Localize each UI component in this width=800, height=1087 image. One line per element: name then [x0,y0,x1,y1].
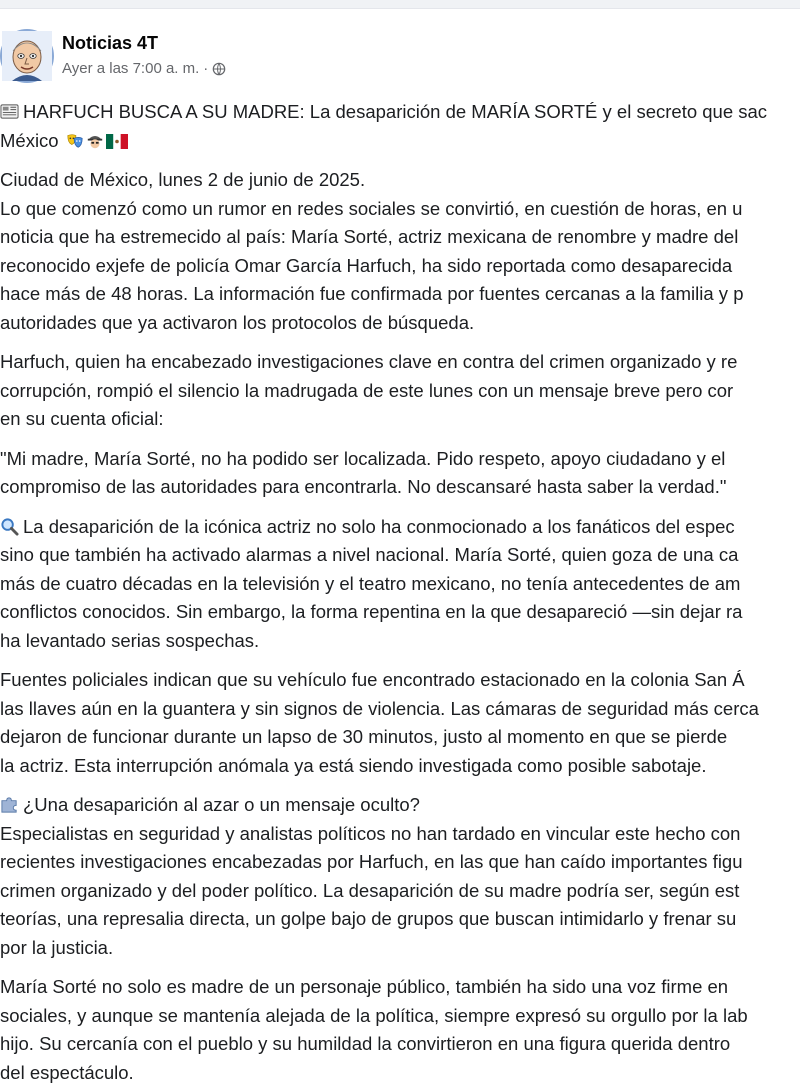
paragraph-5 [0,666,800,780]
paragraph-line: noticia que ha estremecido al país: María Sorté, actriz mexicana de renombre y madre del [0,223,800,252]
paragraph-line: Harfuch, quien ha encabezado investigaciones clave en contra del crimen organizado y re [0,348,800,377]
paragraph-line: sociales, y aunque se mantenía alejada de la política, siempre expresó su orgullo por la lab [0,1002,800,1031]
paragraph-line: María Sorté no solo es madre de un personaje público, también ha sido una voz firme en [0,973,800,1002]
paragraph-2 [0,348,800,434]
paragraph-line: corrupción, rompió el silencio la madrugada de este lunes con un mensaje breve pero cor [0,377,800,406]
paragraph-text: ¿Una desaparición al azar o un mensaje oculto? [23,794,420,815]
paragraph-line: Ciudad de México, lunes 2 de junio de 2025. [0,166,800,195]
paragraph-line: ha levantado serias sospechas. [0,627,800,656]
post-body [0,98,800,1038]
mexico-flag-icon [106,134,128,149]
headline-line [0,98,800,127]
paragraph-text: La desaparición de la icónica actriz no solo ha conmocionado a los fanáticos del espec [23,516,735,537]
paragraph-line: autoridades que ya activaron los protocolos de búsqueda. [0,309,800,338]
paragraph-line: reconocido exjefe de policía Omar García Harfuch, ha sido reportada como desaparecida [0,252,800,281]
paragraph-line: teorías, una represalia directa, un golpe bajo de grupos que buscan intimidarlo y frenar su [0,905,800,934]
paragraph-line: la actriz. Esta interrupción anómala ya está siendo investigada como posible sabotaje. [0,752,800,781]
paragraph-line: hijo. Su cercanía con el pueblo y su humildad la convirtieron en una figura querida dentro [0,1030,800,1059]
detective-icon [86,132,104,150]
theater-masks-icon [66,132,84,150]
headline-text: HARFUCH BUSCA A SU MADRE: La desaparición de MARÍA SORTÉ y el secreto que sac [23,101,767,122]
paragraph-line: sino que también ha activado alarmas a nivel nacional. María Sorté, quien goza de una ca [0,541,800,570]
paragraph-6 [0,791,800,962]
paragraph-7 [0,973,800,1087]
headline-text: México [0,130,59,151]
feed-divider [0,0,800,9]
paragraph-line: más de cuatro décadas en la televisión y el teatro mexicano, no tenía antecedentes de am [0,570,800,599]
post-meta [62,60,226,77]
paragraph-line [0,791,800,820]
paragraph-line: hace más de 48 horas. La información fue confirmada por fuentes cercanas a la familia y p [0,280,800,309]
paragraph-line: "Mi madre, María Sorté, no ha podido ser localizada. Pido respeto, apoyo ciudadano y el [0,445,800,474]
paragraph-line: compromiso de las autoridades para encontrarla. No descansaré hasta saber la verdad." [0,473,800,502]
newspaper-icon [0,102,19,121]
paragraph-line: dejaron de funcionar durante un lapso de 30 minutos, justo al momento en que se pierde [0,723,800,752]
paragraph-line: las llaves aún en la guantera y sin signos de violencia. Las cámaras de seguridad más cerca [0,695,800,724]
paragraph-1 [0,166,800,337]
puzzle-icon [0,795,19,814]
paragraph-4 [0,513,800,656]
paragraph-line: por la justicia. [0,934,800,963]
caricature-avatar-icon [2,31,52,81]
headline-line [0,127,800,156]
author-avatar[interactable] [0,29,54,83]
magnifier-icon [0,517,19,536]
paragraph-line: en su cuenta oficial: [0,405,800,434]
headline [0,98,800,155]
paragraph-line: conflictos conocidos. Sin embargo, la forma repentina en la que desapareció —sin dejar ra [0,598,800,627]
paragraph-line: Fuentes policiales indican que su vehículo fue encontrado estacionado en la colonia San Á [0,666,800,695]
paragraph-line: Lo que comenzó como un rumor en redes sociales se convirtió, en cuestión de horas, en u [0,195,800,224]
post-header [0,24,800,88]
globe-icon[interactable] [212,62,226,76]
paragraph-quote [0,445,800,502]
author-name[interactable]: Noticias 4T [62,33,158,54]
paragraph-line: Especialistas en seguridad y analistas políticos no han tardado en vincular este hecho con [0,820,800,849]
paragraph-line [0,513,800,542]
meta-separator: · [203,60,208,77]
paragraph-line: del espectáculo. [0,1059,800,1087]
paragraph-line: crimen organizado y del poder político. La desaparición de su madre podría ser, según est [0,877,800,906]
paragraph-line: recientes investigaciones encabezadas por Harfuch, en las que han caído importantes figu [0,848,800,877]
post-timestamp[interactable]: Ayer a las 7:00 a. m. [62,60,199,77]
